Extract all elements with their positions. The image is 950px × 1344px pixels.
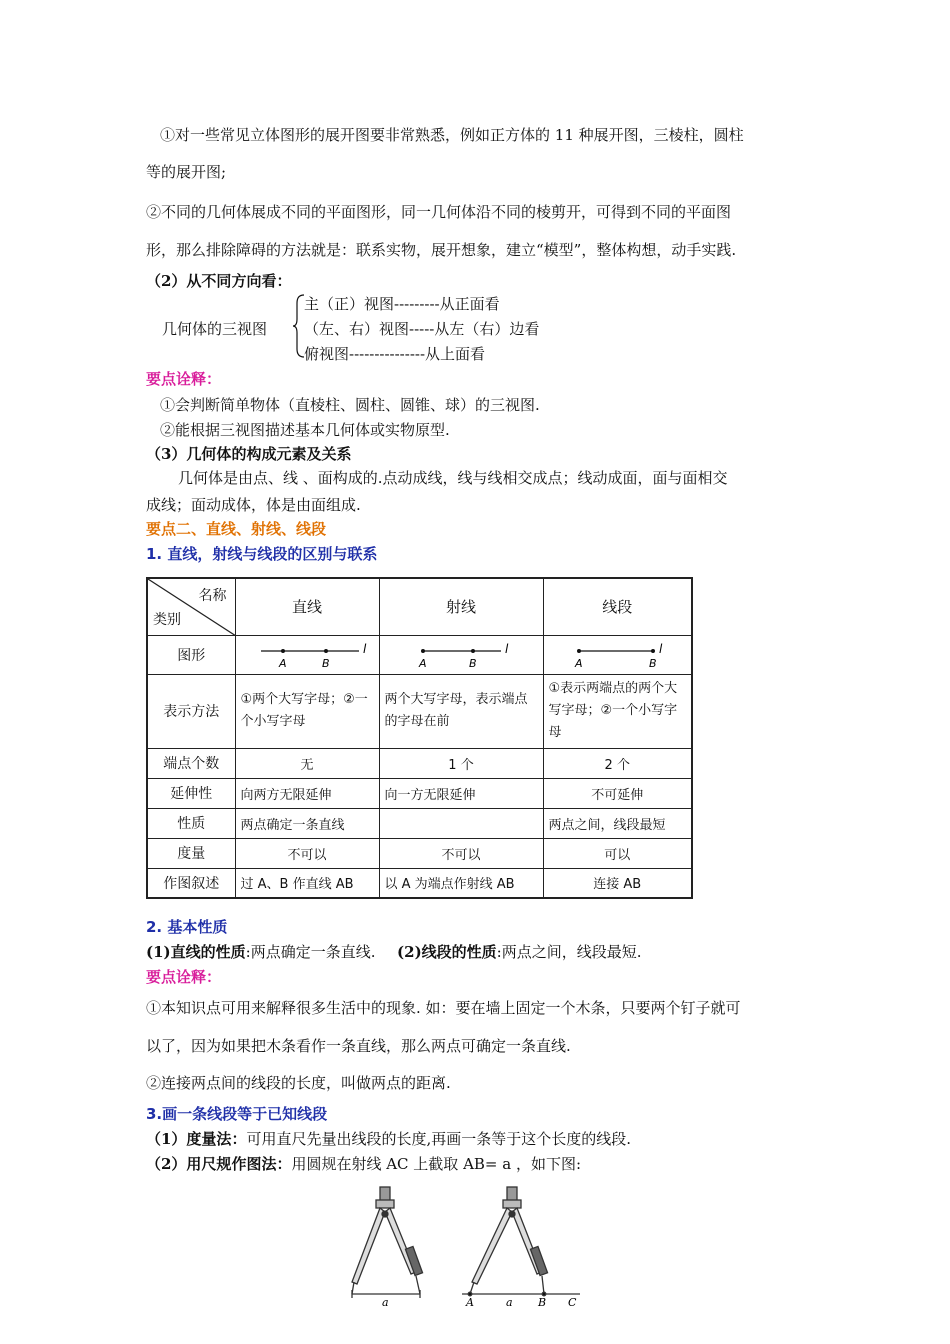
fig-label-A: A xyxy=(466,1296,474,1307)
draw-method-1 xyxy=(146,1128,631,1149)
note2-line-3: ②连接两点间的线段的长度，叫做两点的距离. xyxy=(146,1074,451,1092)
views-heading: （2）从不同方向看： xyxy=(146,272,292,290)
corner-top-label: 名称 xyxy=(198,588,227,604)
fig-label-l: l xyxy=(658,641,662,656)
method1-text: 可用直尺先量出线段的长度,再画一条等于这个长度的线段. xyxy=(246,1130,631,1148)
basic-title: 2. 基本性质 xyxy=(146,918,228,936)
table-row xyxy=(147,748,692,778)
table-cell: 不可延伸 xyxy=(543,778,692,808)
table-cell: 1 个 xyxy=(379,748,543,778)
basic-p2-text: :两点之间，线段最短. xyxy=(496,943,642,961)
fig-label-b: B xyxy=(648,656,657,670)
note1-item-1: ①会判断简单物体（直棱柱、圆柱、圆锥、球）的三视图. xyxy=(160,396,540,414)
draw-title: 3.画一条线段等于已知线段 xyxy=(146,1105,328,1123)
corner-bottom-label: 类别 xyxy=(153,611,181,628)
comparison-table xyxy=(146,577,693,899)
note-title-2: 要点诠释： xyxy=(146,968,222,986)
fig-label-a: A xyxy=(418,656,427,670)
view-side: （左、右）视图-----从左（右）边看 xyxy=(304,320,540,338)
table-cell: 2 个 xyxy=(543,748,692,778)
view-top: 俯视图---------------从上面看 xyxy=(304,345,486,363)
note2-line-1: ①本知识点可用来解释很多生活中的现象. 如：要在墙上固定一个木条，只要两个钉子就可 xyxy=(146,999,741,1017)
fig-label-C: C xyxy=(568,1296,577,1307)
row-label: 度量 xyxy=(147,838,235,868)
row-label: 性质 xyxy=(147,808,235,838)
figure-segment xyxy=(543,635,692,674)
elements-line-2: 成线；面动成体，体是由面组成. xyxy=(146,496,361,514)
note-title-1: 要点诠释： xyxy=(146,370,222,388)
table-cell: 过 A、B 作直线 AB xyxy=(235,868,379,898)
table-row xyxy=(147,868,692,898)
section2-title: 要点二、直线、射线、线段 xyxy=(146,520,327,538)
row-label-figure: 图形 xyxy=(147,635,235,674)
table-row xyxy=(147,838,692,868)
table-corner xyxy=(147,578,235,635)
basic-p1-text: :两点确定一条直线. xyxy=(245,943,376,961)
table-cell: 两个大写字母，表示端点的字母在前 xyxy=(379,674,543,748)
note1-item-2: ②能根据三视图描述基本几何体或实物原型. xyxy=(160,421,450,439)
view-front: 主（正）视图---------从正面看 xyxy=(304,295,500,313)
row-label: 作图叙述 xyxy=(147,868,235,898)
table-cell: 连接 AB xyxy=(543,868,692,898)
fig-label-a: A xyxy=(574,656,583,670)
table-header-row xyxy=(147,578,692,635)
elements-line-1: 几何体是由点、线 、面构成的.点动成线，线与线相交成点；线动成面，面与面相交 xyxy=(178,469,728,487)
fig-label-l: l xyxy=(362,641,366,656)
col-header-ray: 射线 xyxy=(379,578,543,635)
note2-line-2: 以了，因为如果把木条看作一条直线，那么两点可确定一条直线. xyxy=(146,1037,571,1055)
table-cell: 两点确定一条直线 xyxy=(235,808,379,838)
basic-p2-label: (2)线段的性质 xyxy=(397,943,497,961)
table-cell: ①表示两端点的两个大写字母；②一个小写字母 xyxy=(543,674,692,748)
figure-ray xyxy=(379,635,543,674)
table-cell xyxy=(379,808,543,838)
method2-text: 用圆规在射线 AC 上截取 AB= a ，如下图: xyxy=(291,1155,582,1173)
table-cell: 不可以 xyxy=(379,838,543,868)
unfold-line-1: ①对一些常见立体图形的展开图要非常熟悉，例如正方体的 11 种展开图，三棱柱，圆柱 xyxy=(160,126,744,144)
table-cell: 不可以 xyxy=(235,838,379,868)
unfold-line-4: 形，那么排除障碍的方法就是：联系实物，展开想象，建立“模型”，整体构想，动手实践. xyxy=(146,241,737,259)
unfold-line-2: 等的展开图; xyxy=(146,163,227,181)
col-header-segment: 线段 xyxy=(543,578,692,635)
table-row xyxy=(147,808,692,838)
col-header-line: 直线 xyxy=(235,578,379,635)
fig-label-a2: a xyxy=(506,1296,513,1307)
draw-method-2 xyxy=(146,1153,581,1174)
elements-heading: （3）几何体的构成元素及关系 xyxy=(146,445,352,463)
basic-p1-label: (1)直线的性质 xyxy=(146,943,246,961)
views-label: 几何体的三视图 xyxy=(162,320,268,338)
table-cell: 以 A 为端点作射线 AB xyxy=(379,868,543,898)
table-cell: 可以 xyxy=(543,838,692,868)
compass-figure xyxy=(330,1182,600,1307)
fig-label-b: B xyxy=(321,656,330,670)
table-cell: 向两方无限延伸 xyxy=(235,778,379,808)
unfold-line-3: ②不同的几何体展成不同的平面图形，同一几何体沿不同的棱剪开，可得到不同的平面图 xyxy=(146,203,732,221)
table-row xyxy=(147,778,692,808)
fig-label-a1: a xyxy=(382,1296,389,1307)
row-label: 端点个数 xyxy=(147,748,235,778)
table-cell: 两点之间，线段最短 xyxy=(543,808,692,838)
method1-label: （1）度量法： xyxy=(146,1130,247,1148)
fig-label-B: B xyxy=(538,1296,547,1307)
compass-right-icon xyxy=(462,1187,580,1296)
table-cell: 无 xyxy=(235,748,379,778)
basic-properties-line xyxy=(146,941,642,962)
method2-label: （2）用尺规作图法： xyxy=(146,1155,292,1173)
figure-line xyxy=(235,635,379,674)
fig-label-b: B xyxy=(468,656,477,670)
row-label: 延伸性 xyxy=(147,778,235,808)
table-row xyxy=(147,635,692,674)
table-cell: 向一方无限延伸 xyxy=(379,778,543,808)
section2-sub1: 1. 直线，射线与线段的区别与联系 xyxy=(146,545,378,563)
fig-label-a: A xyxy=(278,656,287,670)
row-label: 表示方法 xyxy=(147,674,235,748)
compass-left-icon xyxy=(352,1187,423,1298)
table-row xyxy=(147,674,692,748)
fig-label-l: l xyxy=(504,641,508,656)
table-cell: ①两个大写字母；②一个小写字母 xyxy=(235,674,379,748)
